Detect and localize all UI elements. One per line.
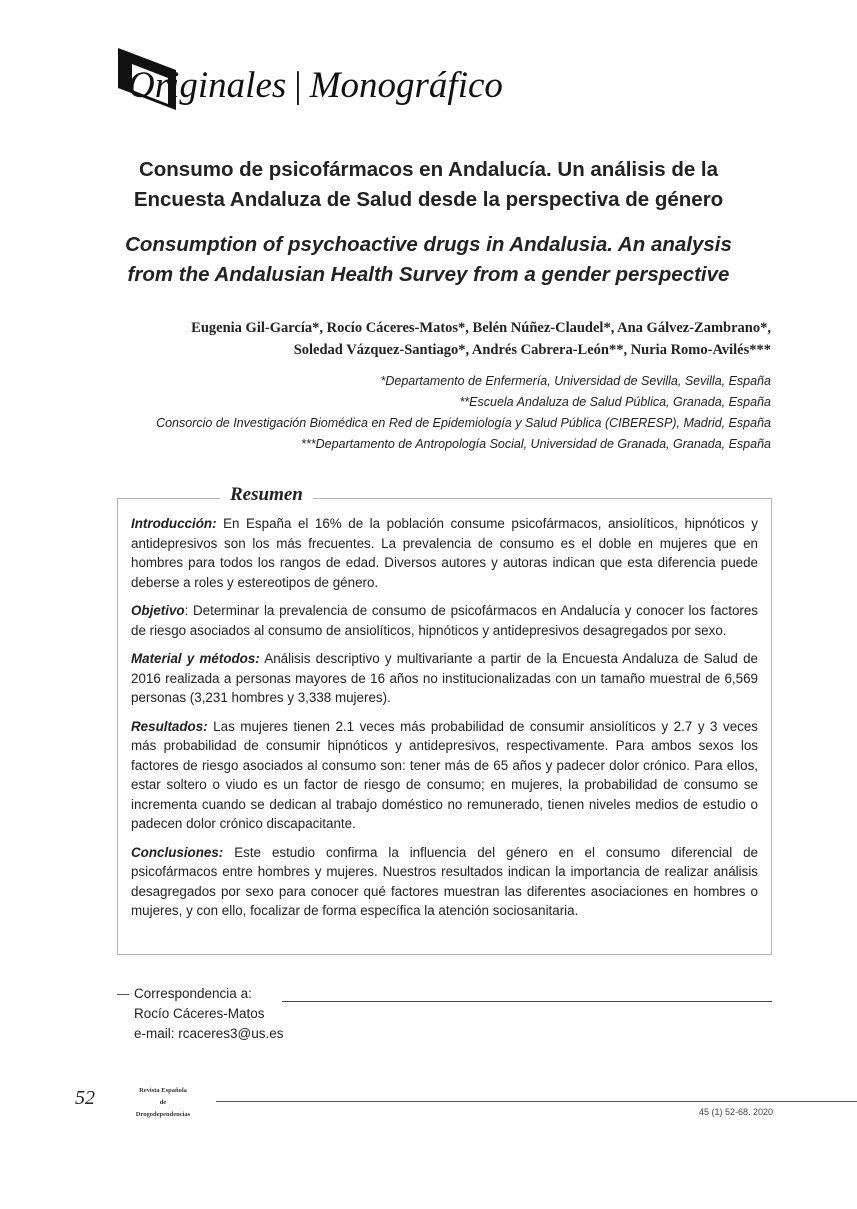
page-number: 52 [75, 1087, 95, 1109]
section-label: Conclusiones: [131, 844, 224, 860]
authors-line1: Eugenia Gil-García*, Rocío Cáceres-Matos*, Belén Núñez-Claudel*, Ana Gálvez-Zambrano*, [191, 320, 771, 336]
correspondence-email[interactable]: e-mail: rcaceres3@us.es [134, 1026, 284, 1041]
section-text: Las mujeres tienen 2.1 veces más probabilidad de consumir ansiolíticos y 2.7 y 3 veces más probabilidad de consumir hipnóticos y antidepresivos, respectivamente. Para ambos sexos los factores de riesgo asociados al consumo son: tener más de 65 años y padecer dolor crónico. Para ellos, estar soltero o viudo es un factor de riesgo de consumo; en mujeres, la probabilidad de consumo se incrementa cuando se dedican al trabajo doméstico no remunerado, tienen niveles medios de estudio o padecen dolor crónico discapacitante. [131, 718, 758, 831]
title-english-line2: from the Andalusian Health Survey from a gender perspective [127, 263, 730, 286]
footer-rule [216, 1101, 857, 1102]
section-label: Originales [128, 65, 287, 106]
section-label: Material y métodos: [131, 651, 260, 666]
section-label: Resultados: [131, 718, 208, 734]
title-spanish-line1: Consumo de psicofármacos en Andalucía. Un análisis de la [138, 158, 719, 181]
title-english-line1: Consumption of psychoactive drugs in Andalusia. An analysis [125, 233, 732, 256]
section-label: Objetivo [131, 603, 185, 618]
affiliation-4: ***Departamento de Antropología Social, Universidad de Granada, Granada, España [301, 437, 771, 451]
abstract-objective [131, 601, 758, 640]
authors-line2: Soledad Vázquez-Santiago*, Andrés Cabrera-León**, Nuria Romo-Avilés*** [293, 342, 771, 358]
section-text: En España el 16% de la población consume psicofármacos, ansiolíticos, hipnóticos y antidepresivos son los más frecuentes. La prevalencia de consumo es el doble en mujeres que en hombres para todos los rangos de edad. Diversos autores y autoras indican que esta diferencia puede deberse a roles y estereotipos de género. [131, 516, 758, 590]
section-label: Introducción: [131, 516, 217, 531]
correspondence-label: Correspondencia a: [134, 986, 252, 1001]
journal-name-line2: de [159, 1099, 167, 1106]
correspondence-name: Rocío Cáceres-Matos [134, 1006, 265, 1021]
title-spanish-line2: Encuesta Andaluza de Salud desde la perspectiva de género [133, 188, 724, 211]
abstract-introduction [131, 514, 758, 592]
header-separator: | [294, 65, 302, 106]
abstract-results [131, 717, 758, 834]
section-text: Análisis descriptivo y multivariante a partir de la Encuesta Andaluza de Salud de 2016 realizada a personas mayores de 16 años no institucionalizadas con un tamaño muestral de 6,569 personas (3,231 hombres y 3,338 mujeres). [131, 651, 758, 705]
section-header [128, 66, 503, 106]
subsection-label: Monográfico [309, 65, 503, 106]
abstract-methods [131, 649, 758, 708]
section-text: : Determinar la prevalencia de consumo de psicofármacos en Andalucía y conocer los factores de riesgo asociados al consumo de ansiolíticos, hipnóticos y antidepresivos desagregados por sexo. [131, 603, 758, 638]
correspondence-rule [282, 1001, 772, 1002]
section-text: Este estudio confirma la influencia del género en el consumo diferencial de psicofármacos entre hombres y mujeres. Nuestros resultados indican la importancia de realizar análisis desagregados por sexo para conocer qué factores muestran las diferentes asociaciones en hombres o mujeres, y con ello, focalizar de forma específica la atención sociosanitaria. [131, 844, 758, 918]
affiliation-2: **Escuela Andaluza de Salud Pública, Granada, España [459, 395, 771, 409]
abstract-body [131, 514, 758, 930]
affiliation-1: *Departamento de Enfermería, Universidad de Sevilla, Sevilla, España [380, 374, 771, 388]
affiliation-3: Consorcio de Investigación Biomédica en Red de Epidemiología y Salud Pública (CIBERESP), Madrid, España [156, 416, 771, 430]
correspondence-dash [117, 994, 129, 995]
abstract-heading: Resumen [220, 482, 313, 508]
journal-name-line3: Drogodependencias [135, 1111, 191, 1118]
abstract-conclusions [131, 843, 758, 921]
citation: 45 (1) 52-68. 2020 [698, 1107, 773, 1117]
journal-name [124, 1085, 202, 1121]
journal-name-line1: Revista Española [139, 1087, 187, 1094]
